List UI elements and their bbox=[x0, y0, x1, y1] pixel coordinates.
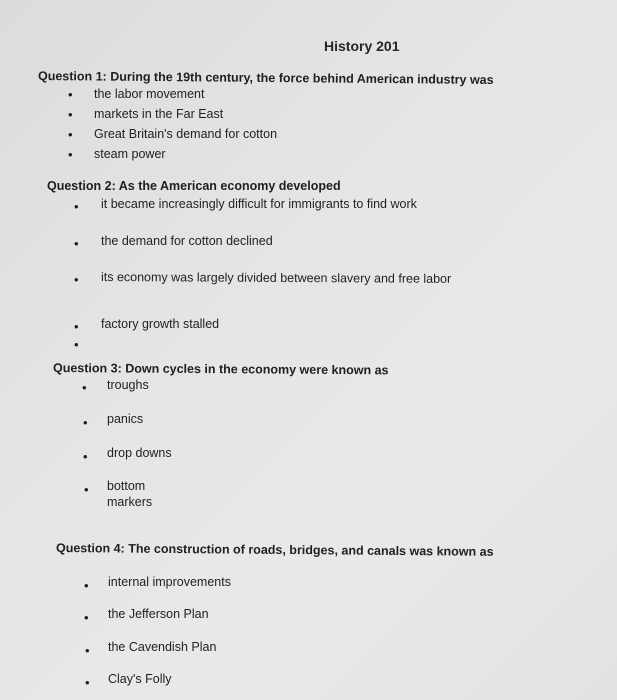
question-3-option-4: bottom markers bbox=[107, 479, 153, 509]
bullet-icon: • bbox=[84, 482, 89, 497]
document-title: History 201 bbox=[324, 38, 400, 54]
question-4-prompt: Question 4: The construction of roads, bridges, and canals was known as bbox=[55, 541, 494, 559]
bullet-icon: • bbox=[83, 449, 88, 464]
bullet-icon: • bbox=[83, 415, 88, 430]
bullet-icon: • bbox=[74, 236, 79, 251]
bullet-icon: • bbox=[85, 643, 90, 658]
question-1-option-4: steam power bbox=[94, 147, 166, 161]
bullet-icon: • bbox=[84, 578, 89, 593]
question-2-option-1: it became increasingly difficult for immigrants to find work bbox=[101, 197, 417, 211]
question-4-option-1: internal improvements bbox=[108, 575, 231, 589]
question-2-prompt: Question 2: As the American economy developed bbox=[47, 179, 341, 193]
bullet-icon: • bbox=[74, 199, 79, 214]
bullet-icon: • bbox=[74, 272, 79, 287]
question-2-option-4: factory growth stalled bbox=[101, 317, 220, 331]
bullet-icon: • bbox=[68, 147, 73, 162]
bullet-icon: • bbox=[74, 337, 79, 352]
question-3-option-1: troughs bbox=[107, 378, 149, 392]
question-2-option-2: the demand for cotton declined bbox=[101, 234, 273, 248]
question-2-option-3: its economy was largely divided between slavery and free labor bbox=[100, 270, 452, 286]
question-4-option-3: the Cavendish Plan bbox=[108, 640, 217, 654]
bullet-icon: • bbox=[82, 380, 87, 395]
question-3-option-3: drop downs bbox=[107, 446, 172, 460]
question-1-option-2: markets in the Far East bbox=[94, 107, 224, 121]
question-1-option-3: Great Britain's demand for cotton bbox=[94, 127, 278, 141]
question-3-option-2: panics bbox=[107, 412, 144, 426]
question-4-option-2: the Jefferson Plan bbox=[108, 607, 209, 621]
bullet-icon: • bbox=[68, 127, 73, 142]
bullet-icon: • bbox=[68, 107, 73, 122]
question-4-option-4: Clay's Folly bbox=[108, 672, 172, 686]
question-1-option-1: the labor movement bbox=[94, 87, 205, 101]
question-1-prompt: Question 1: During the 19th century, the force behind American industry was bbox=[37, 69, 494, 87]
bullet-icon: • bbox=[84, 610, 89, 625]
bullet-icon: • bbox=[74, 319, 79, 334]
bullet-icon: • bbox=[85, 675, 90, 690]
bullet-icon: • bbox=[68, 87, 73, 102]
question-3-prompt: Question 3: Down cycles in the economy were known as bbox=[52, 361, 389, 378]
